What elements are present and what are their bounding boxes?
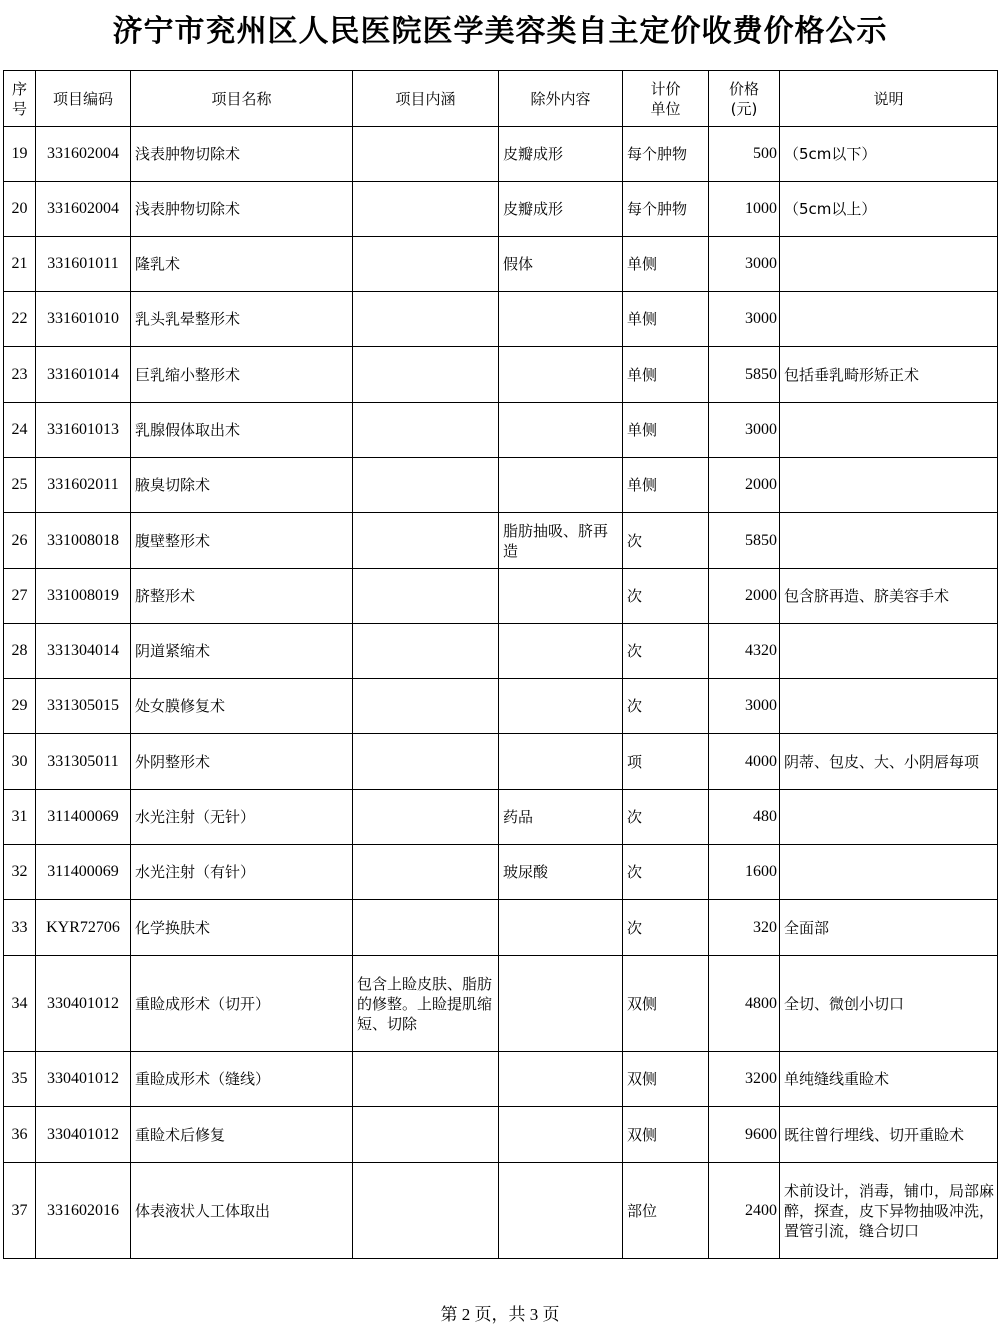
row-price: 1600 bbox=[709, 845, 780, 900]
table-row bbox=[4, 734, 998, 790]
row-price: 2000 bbox=[709, 458, 780, 513]
row-code: 331008019 bbox=[36, 569, 131, 624]
row-content bbox=[353, 1163, 499, 1259]
row-unit: 次 bbox=[623, 679, 709, 734]
row-price: 500 bbox=[709, 127, 780, 182]
table-row bbox=[4, 182, 998, 237]
page-number: 第 2 页，共 3 页 bbox=[440, 1305, 560, 1324]
row-code: 311400069 bbox=[36, 790, 131, 845]
row-note: 全面部 bbox=[780, 900, 998, 956]
row-price: 3000 bbox=[709, 292, 780, 347]
row-unit: 单侧 bbox=[623, 347, 709, 403]
row-name: 体表液状人工体取出 bbox=[131, 1163, 353, 1259]
row-name: 浅表肿物切除术 bbox=[131, 182, 353, 237]
row-excluded bbox=[499, 347, 623, 403]
row-code: 330401012 bbox=[36, 1052, 131, 1107]
row-note bbox=[780, 790, 998, 845]
row-note: 既往曾行埋线、切开重睑术 bbox=[780, 1107, 998, 1163]
row-unit: 每个肿物 bbox=[623, 127, 709, 182]
price-table bbox=[3, 70, 998, 1259]
row-price: 480 bbox=[709, 790, 780, 845]
row-excluded bbox=[499, 900, 623, 956]
row-excluded bbox=[499, 1107, 623, 1163]
row-content bbox=[353, 513, 499, 569]
row-seq: 30 bbox=[4, 734, 36, 790]
row-price: 3000 bbox=[709, 237, 780, 292]
row-unit: 次 bbox=[623, 790, 709, 845]
row-seq: 27 bbox=[4, 569, 36, 624]
row-unit: 次 bbox=[623, 845, 709, 900]
row-content bbox=[353, 624, 499, 679]
row-code: 331602016 bbox=[36, 1163, 131, 1259]
table-row bbox=[4, 513, 998, 569]
row-code: 331304014 bbox=[36, 624, 131, 679]
row-unit: 部位 bbox=[623, 1163, 709, 1259]
table-row bbox=[4, 845, 998, 900]
row-seq: 34 bbox=[4, 956, 36, 1052]
row-content bbox=[353, 403, 499, 458]
header-code: 项目编码 bbox=[36, 71, 131, 127]
row-unit: 次 bbox=[623, 513, 709, 569]
row-name: 处女膜修复术 bbox=[131, 679, 353, 734]
row-unit: 单侧 bbox=[623, 237, 709, 292]
header-content: 项目内涵 bbox=[353, 71, 499, 127]
row-code: 331305011 bbox=[36, 734, 131, 790]
row-note bbox=[780, 845, 998, 900]
row-seq: 24 bbox=[4, 403, 36, 458]
row-name: 化学换肤术 bbox=[131, 900, 353, 956]
row-seq: 21 bbox=[4, 237, 36, 292]
row-content bbox=[353, 734, 499, 790]
row-excluded bbox=[499, 1163, 623, 1259]
row-content bbox=[353, 127, 499, 182]
row-code: 331601014 bbox=[36, 347, 131, 403]
table-row bbox=[4, 127, 998, 182]
table-header-row bbox=[4, 71, 998, 127]
table-row bbox=[4, 1052, 998, 1107]
page-title: 济宁市兖州区人民医院医学美容类自主定价收费价格公示 bbox=[112, 14, 888, 49]
row-excluded bbox=[499, 403, 623, 458]
table-row bbox=[4, 292, 998, 347]
row-name: 隆乳术 bbox=[131, 237, 353, 292]
row-name: 乳腺假体取出术 bbox=[131, 403, 353, 458]
row-price: 9600 bbox=[709, 1107, 780, 1163]
row-code: 331602011 bbox=[36, 458, 131, 513]
row-code: KYR72706 bbox=[36, 900, 131, 956]
row-note bbox=[780, 513, 998, 569]
row-content bbox=[353, 458, 499, 513]
row-seq: 36 bbox=[4, 1107, 36, 1163]
row-excluded bbox=[499, 458, 623, 513]
row-name: 重睑成形术（切开） bbox=[131, 956, 353, 1052]
header-unit: 计价单位 bbox=[623, 71, 709, 127]
row-note: 包括垂乳畸形矫正术 bbox=[780, 347, 998, 403]
row-unit: 双侧 bbox=[623, 1107, 709, 1163]
row-seq: 32 bbox=[4, 845, 36, 900]
table-row bbox=[4, 956, 998, 1052]
table-row bbox=[4, 403, 998, 458]
row-code: 331601010 bbox=[36, 292, 131, 347]
row-seq: 28 bbox=[4, 624, 36, 679]
row-seq: 19 bbox=[4, 127, 36, 182]
row-seq: 35 bbox=[4, 1052, 36, 1107]
row-excluded: 假体 bbox=[499, 237, 623, 292]
row-note: （5cm以上） bbox=[780, 182, 998, 237]
header-price: 价格(元) bbox=[709, 71, 780, 127]
row-unit: 双侧 bbox=[623, 956, 709, 1052]
row-price: 4320 bbox=[709, 624, 780, 679]
header-excluded: 除外内容 bbox=[499, 71, 623, 127]
table-row bbox=[4, 900, 998, 956]
row-seq: 22 bbox=[4, 292, 36, 347]
row-price: 320 bbox=[709, 900, 780, 956]
row-name: 巨乳缩小整形术 bbox=[131, 347, 353, 403]
row-price: 2000 bbox=[709, 569, 780, 624]
row-unit: 单侧 bbox=[623, 292, 709, 347]
row-content: 包含上睑皮肤、脂肪的修整。上睑提肌缩短、切除 bbox=[353, 956, 499, 1052]
row-seq: 20 bbox=[4, 182, 36, 237]
row-content bbox=[353, 1107, 499, 1163]
row-content bbox=[353, 569, 499, 624]
row-excluded: 玻尿酸 bbox=[499, 845, 623, 900]
row-seq: 23 bbox=[4, 347, 36, 403]
row-name: 腹壁整形术 bbox=[131, 513, 353, 569]
table-row bbox=[4, 237, 998, 292]
row-content bbox=[353, 292, 499, 347]
row-code: 331008018 bbox=[36, 513, 131, 569]
row-price: 4000 bbox=[709, 734, 780, 790]
row-name: 水光注射（无针） bbox=[131, 790, 353, 845]
table-row bbox=[4, 790, 998, 845]
row-excluded bbox=[499, 569, 623, 624]
row-content bbox=[353, 900, 499, 956]
row-note: 单纯缝线重睑术 bbox=[780, 1052, 998, 1107]
row-content bbox=[353, 790, 499, 845]
row-code: 311400069 bbox=[36, 845, 131, 900]
row-content bbox=[353, 845, 499, 900]
header-note: 说明 bbox=[780, 71, 998, 127]
row-price: 1000 bbox=[709, 182, 780, 237]
row-name: 乳头乳晕整形术 bbox=[131, 292, 353, 347]
row-excluded: 脂肪抽吸、脐再造 bbox=[499, 513, 623, 569]
row-note bbox=[780, 458, 998, 513]
header-name: 项目名称 bbox=[131, 71, 353, 127]
row-unit: 次 bbox=[623, 624, 709, 679]
row-price: 4800 bbox=[709, 956, 780, 1052]
row-name: 腋臭切除术 bbox=[131, 458, 353, 513]
row-note bbox=[780, 237, 998, 292]
row-excluded bbox=[499, 624, 623, 679]
row-note: （5cm以下） bbox=[780, 127, 998, 182]
row-excluded bbox=[499, 734, 623, 790]
row-unit: 单侧 bbox=[623, 403, 709, 458]
row-code: 330401012 bbox=[36, 1107, 131, 1163]
row-price: 5850 bbox=[709, 513, 780, 569]
row-code: 331602004 bbox=[36, 127, 131, 182]
row-name: 外阴整形术 bbox=[131, 734, 353, 790]
row-content bbox=[353, 182, 499, 237]
row-unit: 次 bbox=[623, 569, 709, 624]
row-name: 脐整形术 bbox=[131, 569, 353, 624]
row-seq: 25 bbox=[4, 458, 36, 513]
row-price: 5850 bbox=[709, 347, 780, 403]
row-price: 2400 bbox=[709, 1163, 780, 1259]
row-excluded: 皮瓣成形 bbox=[499, 127, 623, 182]
row-unit: 单侧 bbox=[623, 458, 709, 513]
row-seq: 31 bbox=[4, 790, 36, 845]
row-name: 重睑术后修复 bbox=[131, 1107, 353, 1163]
row-unit: 每个肿物 bbox=[623, 182, 709, 237]
row-price: 3000 bbox=[709, 679, 780, 734]
header-seq: 序号 bbox=[4, 71, 36, 127]
row-name: 阴道紧缩术 bbox=[131, 624, 353, 679]
row-content bbox=[353, 679, 499, 734]
row-code: 331601011 bbox=[36, 237, 131, 292]
row-note: 包含脐再造、脐美容手术 bbox=[780, 569, 998, 624]
row-note bbox=[780, 624, 998, 679]
row-code: 331602004 bbox=[36, 182, 131, 237]
row-content bbox=[353, 1052, 499, 1107]
table-row bbox=[4, 624, 998, 679]
row-seq: 26 bbox=[4, 513, 36, 569]
row-note bbox=[780, 403, 998, 458]
row-note: 术前设计，消毒，铺巾，局部麻醉，探查，皮下异物抽吸冲洗，置管引流，缝合切口 bbox=[780, 1163, 998, 1259]
table-row bbox=[4, 458, 998, 513]
row-excluded: 皮瓣成形 bbox=[499, 182, 623, 237]
row-seq: 29 bbox=[4, 679, 36, 734]
row-note bbox=[780, 679, 998, 734]
row-price: 3000 bbox=[709, 403, 780, 458]
row-excluded bbox=[499, 956, 623, 1052]
row-unit: 项 bbox=[623, 734, 709, 790]
table-row bbox=[4, 1163, 998, 1259]
row-code: 330401012 bbox=[36, 956, 131, 1052]
row-name: 水光注射（有针） bbox=[131, 845, 353, 900]
table-row bbox=[4, 347, 998, 403]
table-row bbox=[4, 569, 998, 624]
row-code: 331601013 bbox=[36, 403, 131, 458]
row-price: 3200 bbox=[709, 1052, 780, 1107]
row-note: 阴蒂、包皮、大、小阴唇每项 bbox=[780, 734, 998, 790]
row-content bbox=[353, 237, 499, 292]
row-code: 331305015 bbox=[36, 679, 131, 734]
row-excluded: 药品 bbox=[499, 790, 623, 845]
row-excluded bbox=[499, 679, 623, 734]
row-excluded bbox=[499, 1052, 623, 1107]
table-row bbox=[4, 679, 998, 734]
row-note: 全切、微创小切口 bbox=[780, 956, 998, 1052]
row-content bbox=[353, 347, 499, 403]
table-row bbox=[4, 1107, 998, 1163]
row-excluded bbox=[499, 292, 623, 347]
row-note bbox=[780, 292, 998, 347]
row-unit: 次 bbox=[623, 900, 709, 956]
row-seq: 33 bbox=[4, 900, 36, 956]
row-seq: 37 bbox=[4, 1163, 36, 1259]
row-unit: 双侧 bbox=[623, 1052, 709, 1107]
row-name: 浅表肿物切除术 bbox=[131, 127, 353, 182]
row-name: 重睑成形术（缝线） bbox=[131, 1052, 353, 1107]
